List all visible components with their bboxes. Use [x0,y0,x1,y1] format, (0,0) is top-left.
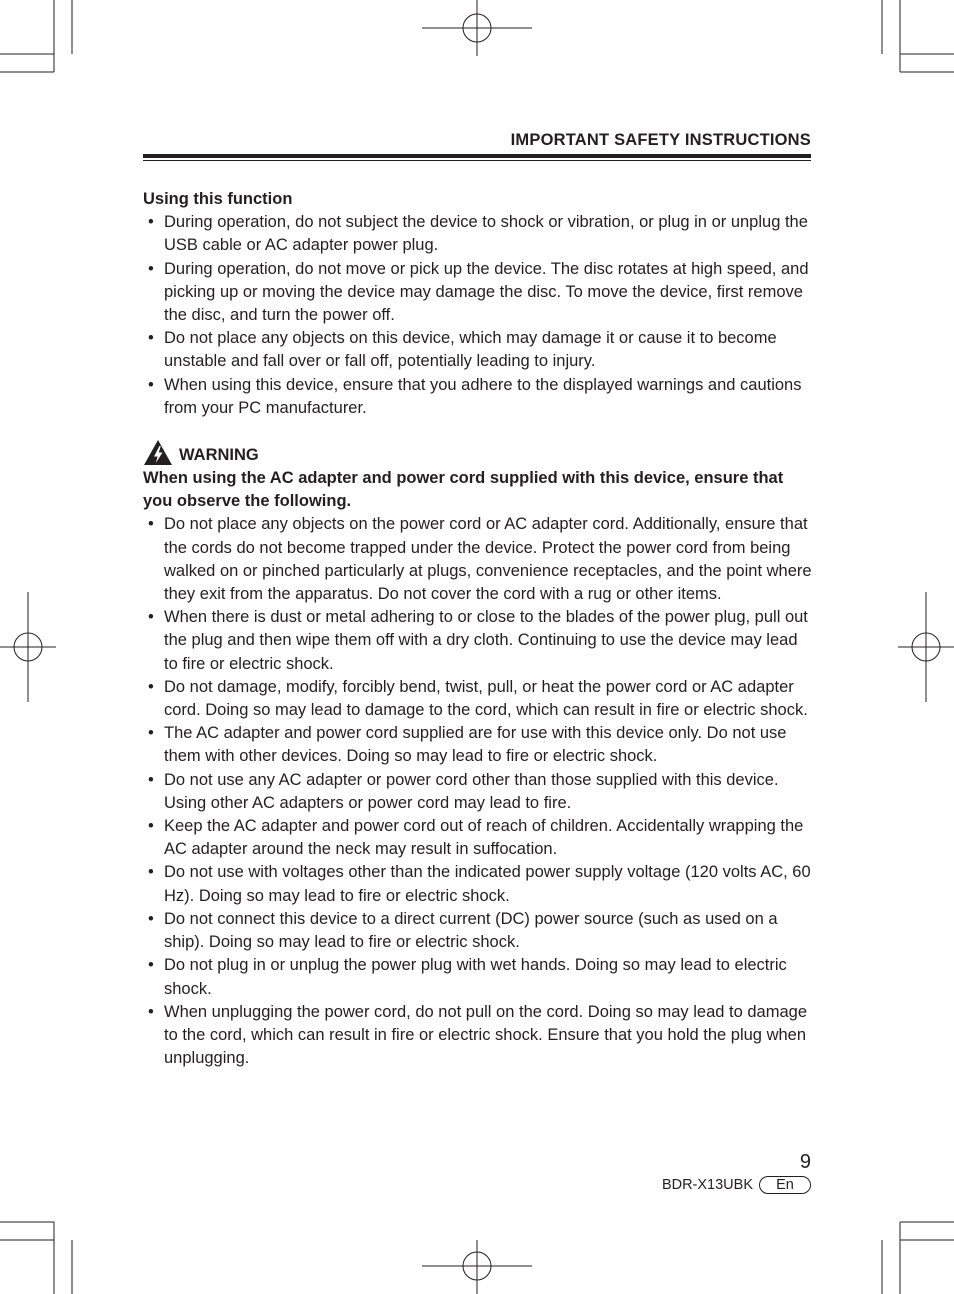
language-badge: En [759,1176,811,1194]
warning-heading [143,436,815,467]
list-item: • Do not plug in or unplug the power plug with wet hands. Doing so may lead to electric shock. [143,954,815,1000]
page-header-title: IMPORTANT SAFETY INSTRUCTIONS [510,131,811,149]
list-item: • During operation, do not subject the device to shock or vibration, or plug in or unplug the USB cable or AC adapter power plug. [143,211,815,257]
page-content [143,188,815,1070]
warning-intro: When using the AC adapter and power cord supplied with this device, ensure that you observe the following. [143,469,784,511]
list-item: • When using this device, ensure that you adhere to the displayed warnings and cautions from your PC manufacturer. [143,374,815,420]
page-footer [662,1176,811,1194]
warning-triangle-lightning-icon [143,439,173,466]
warning-section [143,436,815,1070]
header-rule-thin [143,160,811,161]
list-item: • When unplugging the power cord, do not pull on the cord. Doing so may lead to damage to the cord, which can result in fire or electric shock. Ensure that you hold the plug when unplugging. [143,1001,815,1071]
list-item: • Keep the AC adapter and power cord out of reach of children. Accidentally wrapping the AC adapter around the neck may result in suffocation. [143,815,815,861]
list-item: • During operation, do not move or pick up the device. The disc rotates at high speed, and picking up or moving the device may damage the disc. To move the device, first remove the disc, and turn the power off. [143,258,815,328]
list-item: • When there is dust or metal adhering to or close to the blades of the power plug, pull out the plug and then wipe them off with a dry cloth. Continuing to use the device may lead to fire or electric shock. [143,606,815,676]
list-item: • Do not damage, modify, forcibly bend, twist, pull, or heat the power cord or AC adapter cord. Doing so may lead to damage to the cord, which can result in fire or electric shock. [143,676,815,722]
page-number: 9 [799,1151,811,1173]
using-function-list [143,211,815,420]
list-item: • Do not use any AC adapter or power cord other than those supplied with this device. Using other AC adapters or power cord may lead to fire. [143,769,815,815]
list-item: • Do not place any objects on the power cord or AC adapter cord. Additionally, ensure that the cords do not become trapped under the device. Protect the power cord from being walked on or pinched particularly at plugs, convenience receptacles, and the point where they exit from the apparatus. Do not cover the cord with a rug or other items. [143,513,815,606]
list-item: • Do not place any objects on this device, which may damage it or cause it to become unstable and fall over or fall off, potentially leading to injury. [143,327,815,373]
section-heading-using-function: Using this function [143,190,293,208]
list-item: • Do not connect this device to a direct current (DC) power source (such as used on a ship). Doing so may lead to fire or electric shock. [143,908,815,954]
header-rule-thick [143,154,811,158]
warning-list [143,513,815,1070]
model-number: BDR-X13UBK [661,1177,753,1193]
warning-label: WARNING [179,445,259,464]
list-item: • Do not use with voltages other than the indicated power supply voltage (120 volts AC, 60 Hz). Doing so may lead to fire or electric shock. [143,861,815,907]
list-item: • The AC adapter and power cord supplied are for use with this device only. Do not use them with other devices. Doing so may lead to fire or electric shock. [143,722,815,768]
